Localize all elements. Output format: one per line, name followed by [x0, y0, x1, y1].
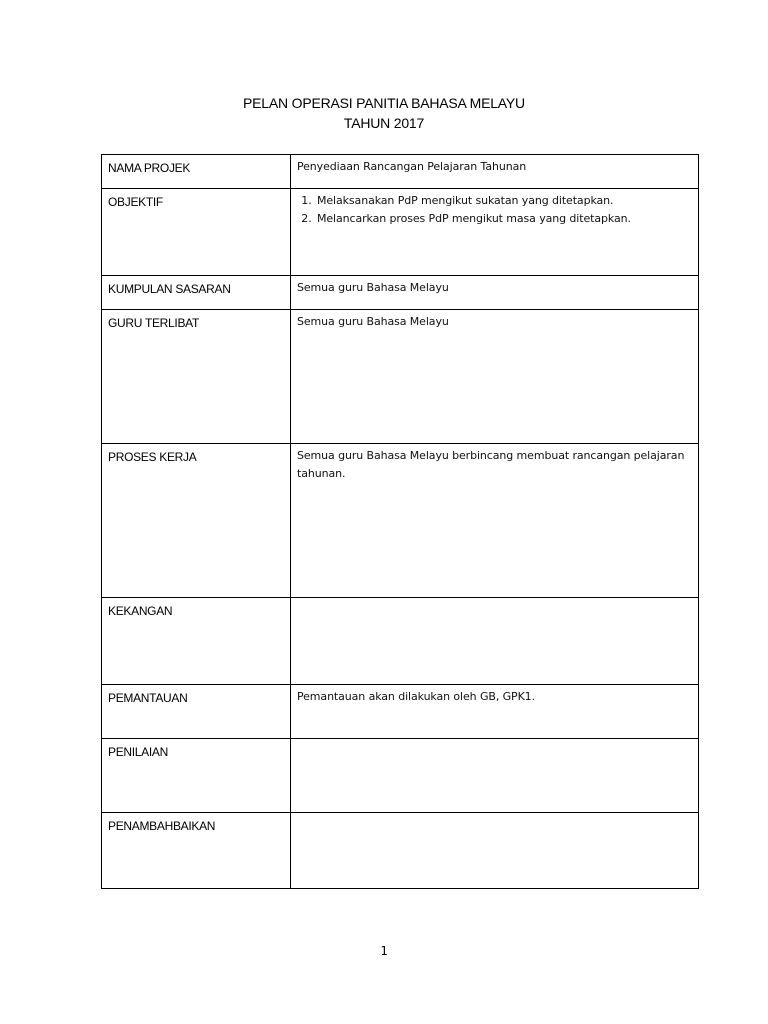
value-guru-terlibat: Semua guru Bahasa Melayu [291, 310, 699, 444]
table-row-kekangan [102, 598, 699, 685]
label-guru-terlibat: GURU TERLIBAT [102, 310, 291, 444]
page-number: 1 [380, 944, 388, 958]
label-pemantauan: PEMANTAUAN [102, 685, 291, 739]
table-row-nama-projek [102, 155, 699, 189]
value-nama-projek: Penyediaan Rancangan Pelajaran Tahunan [291, 155, 699, 189]
label-proses-kerja: PROSES KERJA [102, 444, 291, 598]
label-nama-projek: NAMA PROJEK [102, 155, 291, 189]
list-item: 1. Melaksanakan PdP mengikut sukatan yang ditetapkan. [315, 192, 692, 210]
title-line-2: TAHUN 2017 [343, 115, 425, 131]
value-pemantauan: Pemantauan akan dilakukan oleh GB, GPK1. [291, 685, 699, 739]
value-proses-kerja: Semua guru Bahasa Melayu berbincang membuat rancangan pelajaran tahunan. [291, 444, 699, 598]
plan-table [101, 154, 699, 889]
objective-list [297, 192, 692, 228]
list-item: 2. Melancarkan proses PdP mengikut masa yang ditetapkan. [315, 210, 692, 228]
value-kumpulan-sasaran: Semua guru Bahasa Melayu [291, 276, 699, 310]
label-penambahbaikan: PENAMBAHBAIKAN [102, 813, 291, 889]
value-penambahbaikan [291, 813, 699, 889]
value-kekangan [291, 598, 699, 685]
label-kekangan: KEKANGAN [102, 598, 291, 685]
table-row-penilaian [102, 739, 699, 813]
label-kumpulan-sasaran: KUMPULAN SASARAN [102, 276, 291, 310]
value-penilaian [291, 739, 699, 813]
table-row-pemantauan [102, 685, 699, 739]
label-objektif: OBJEKTIF [102, 189, 291, 276]
table-row-objektif [102, 189, 699, 276]
table-row-proses-kerja [102, 444, 699, 598]
value-objektif [291, 189, 699, 276]
label-penilaian: PENILAIAN [102, 739, 291, 813]
table-row-kumpulan-sasaran [102, 276, 699, 310]
title-line-1: PELAN OPERASI PANITIA BAHASA MELAYU [243, 95, 525, 111]
table-row-guru-terlibat [102, 310, 699, 444]
document-title [0, 93, 768, 133]
table-row-penambahbaikan [102, 813, 699, 889]
